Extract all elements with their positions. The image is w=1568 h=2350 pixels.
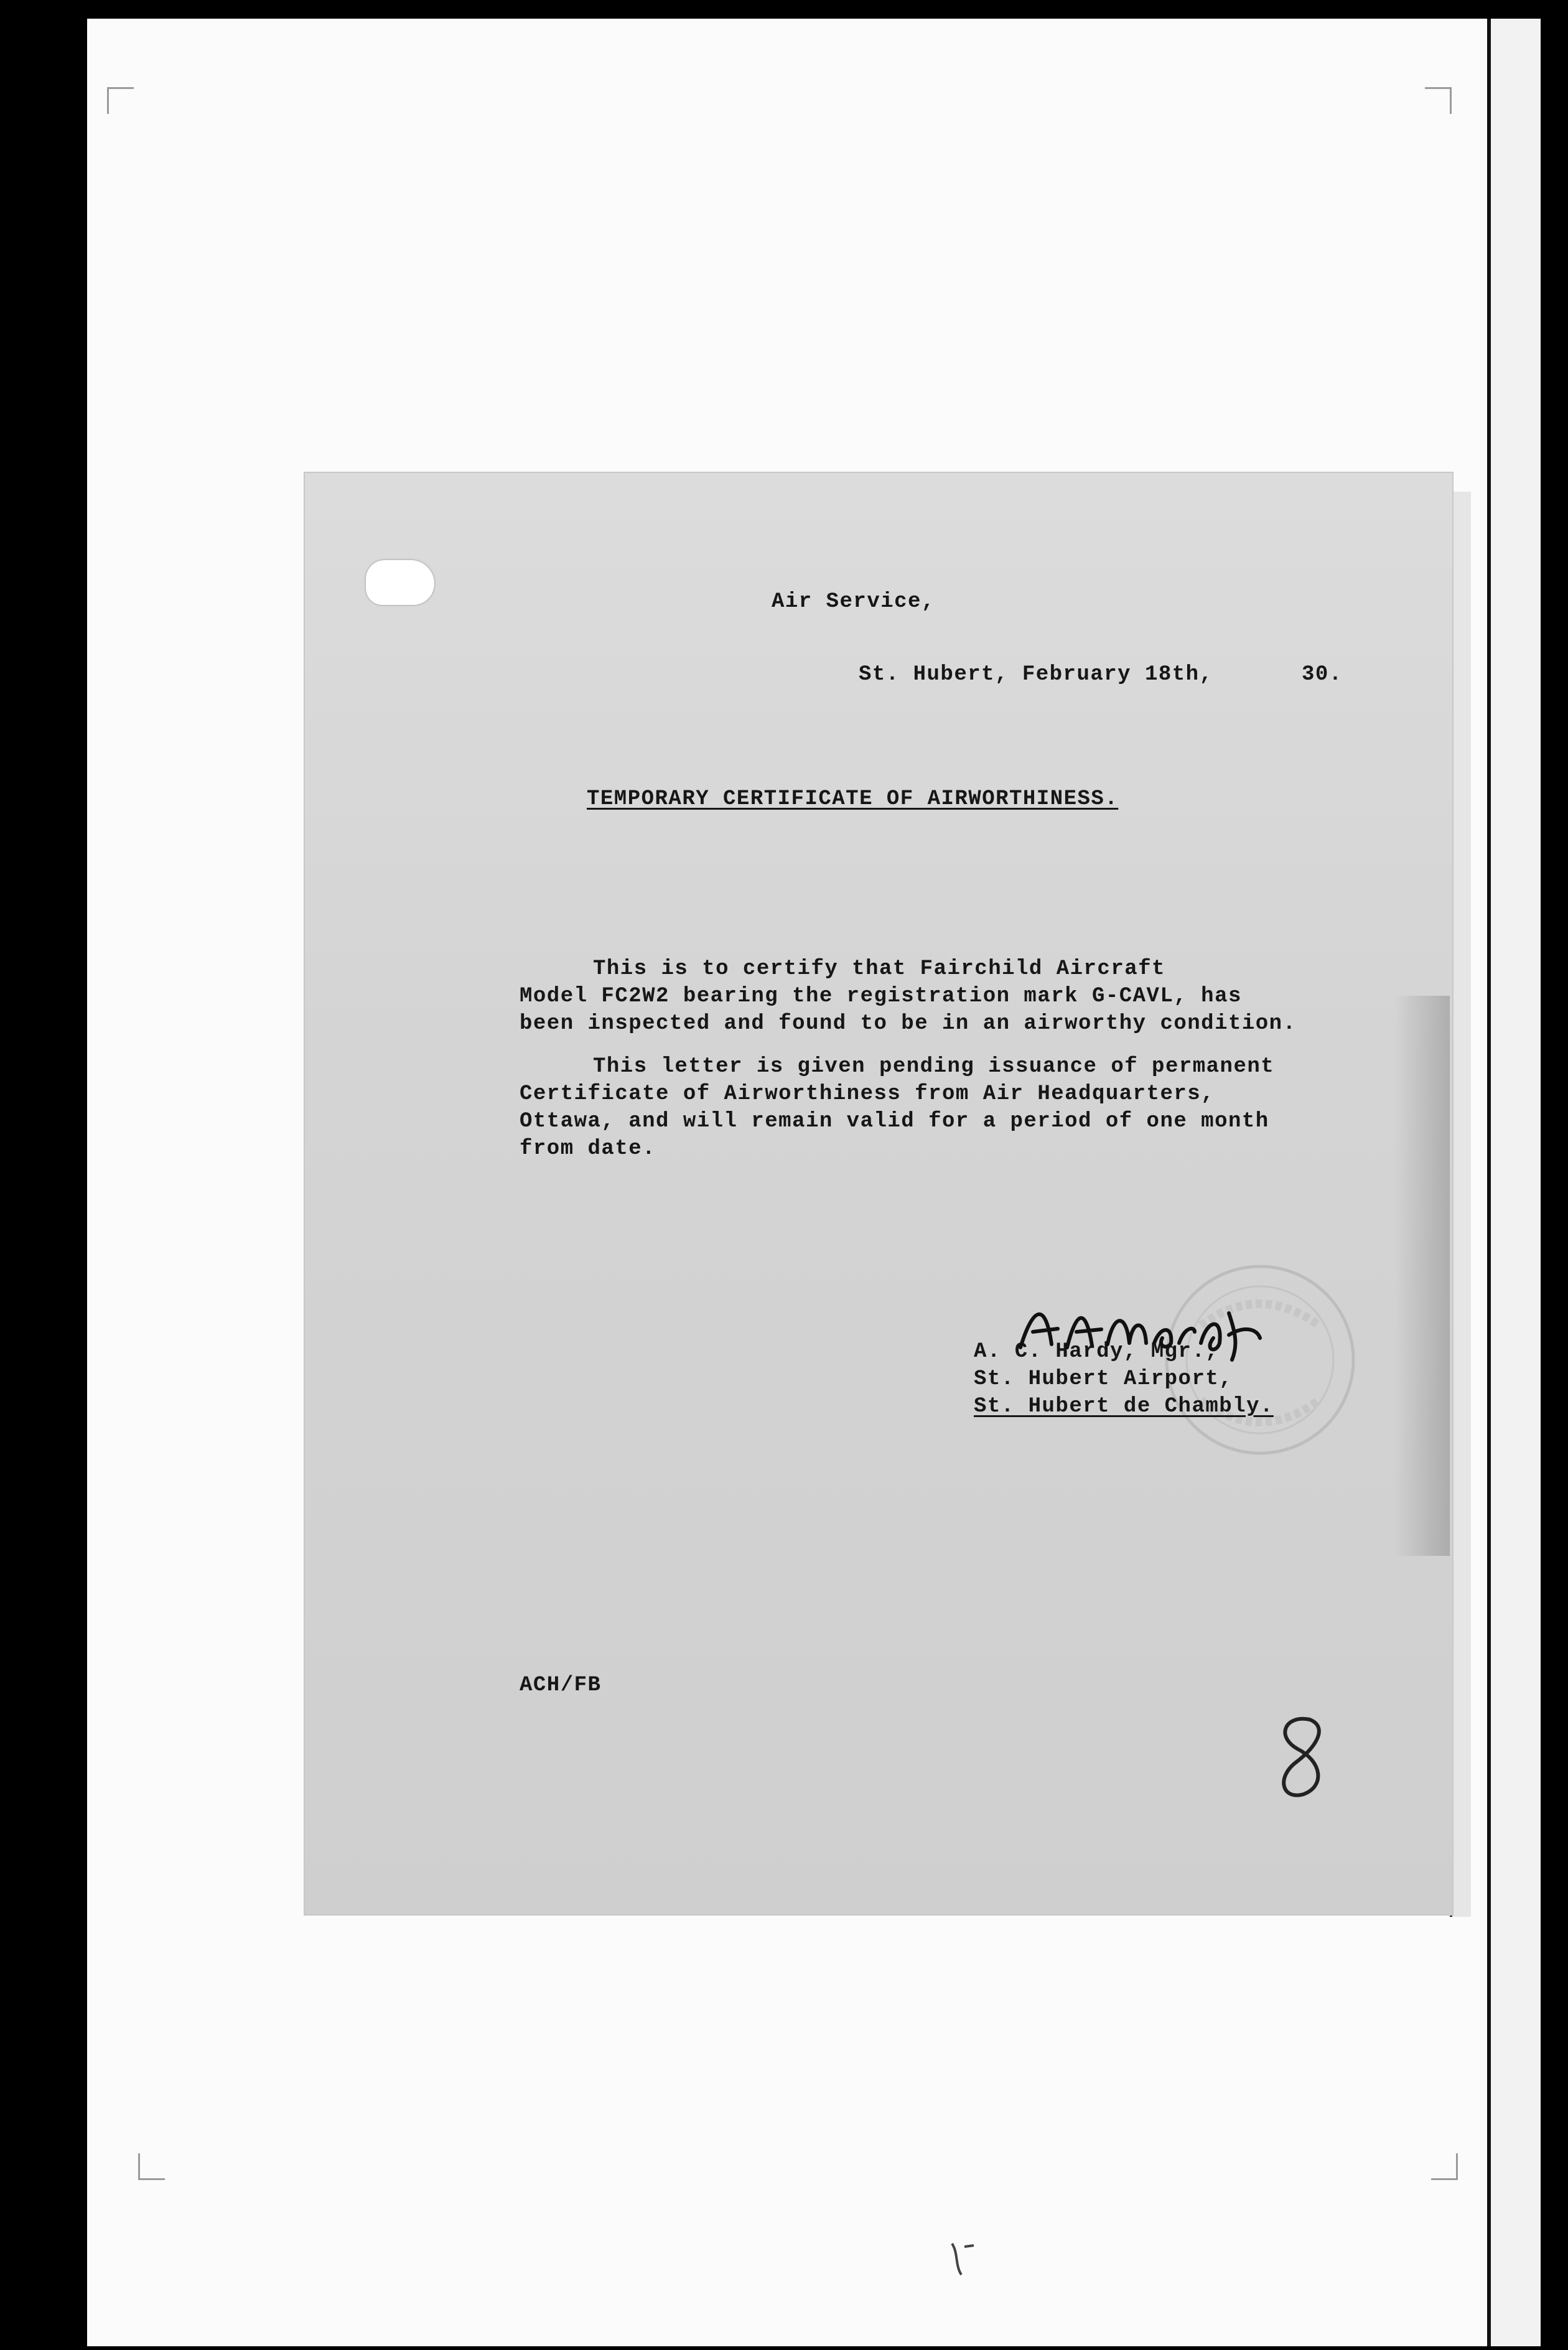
paragraph-certify bbox=[520, 955, 1297, 1037]
text-line: Ottawa, and will remain valid for a period of one month bbox=[520, 1110, 1269, 1133]
text-line: This is to certify that Fairchild Aircraft bbox=[593, 957, 1165, 981]
letterhead-org: Air Service, bbox=[772, 590, 935, 614]
place-date: St. Hubert, February 18th, bbox=[859, 663, 1213, 686]
reference-initials: ACH/FB bbox=[520, 1674, 602, 1697]
mount-edge bbox=[1487, 19, 1541, 2346]
document-title: TEMPORARY CERTIFICATE OF AIRWORTHINESS. bbox=[587, 787, 1119, 811]
punch-hole bbox=[366, 560, 434, 605]
text-line: This letter is given pending issuance of permanent bbox=[593, 1055, 1275, 1079]
letter-page bbox=[304, 472, 1454, 1916]
film-tick-mark bbox=[946, 2240, 977, 2278]
crop-corner-bottom-right bbox=[1431, 2153, 1458, 2180]
text-line: Certificate of Airworthiness from Air Headquarters, bbox=[520, 1082, 1215, 1106]
paper-stain bbox=[1394, 996, 1450, 1556]
handwritten-page-number bbox=[1260, 1708, 1341, 1802]
text-line: from date. bbox=[520, 1137, 656, 1161]
crop-corner-top-right bbox=[1425, 87, 1452, 114]
signatory-name: A. C. Hardy, Mgr., bbox=[974, 1340, 1220, 1364]
signatory-location: St. Hubert de Chambly. bbox=[974, 1395, 1274, 1418]
crop-corner-top-left bbox=[107, 87, 134, 114]
text-line: Model FC2W2 bearing the registration mark G-CAVL, has bbox=[520, 985, 1242, 1008]
text-line: been inspected and found to be in an airworthy condition. bbox=[520, 1012, 1297, 1036]
signatory-office: St. Hubert Airport, bbox=[974, 1367, 1233, 1391]
date-year: 30. bbox=[1302, 663, 1343, 686]
crop-corner-bottom-left bbox=[138, 2153, 165, 2180]
paragraph-validity bbox=[520, 1053, 1274, 1163]
handwritten-signature bbox=[1008, 1288, 1269, 1363]
